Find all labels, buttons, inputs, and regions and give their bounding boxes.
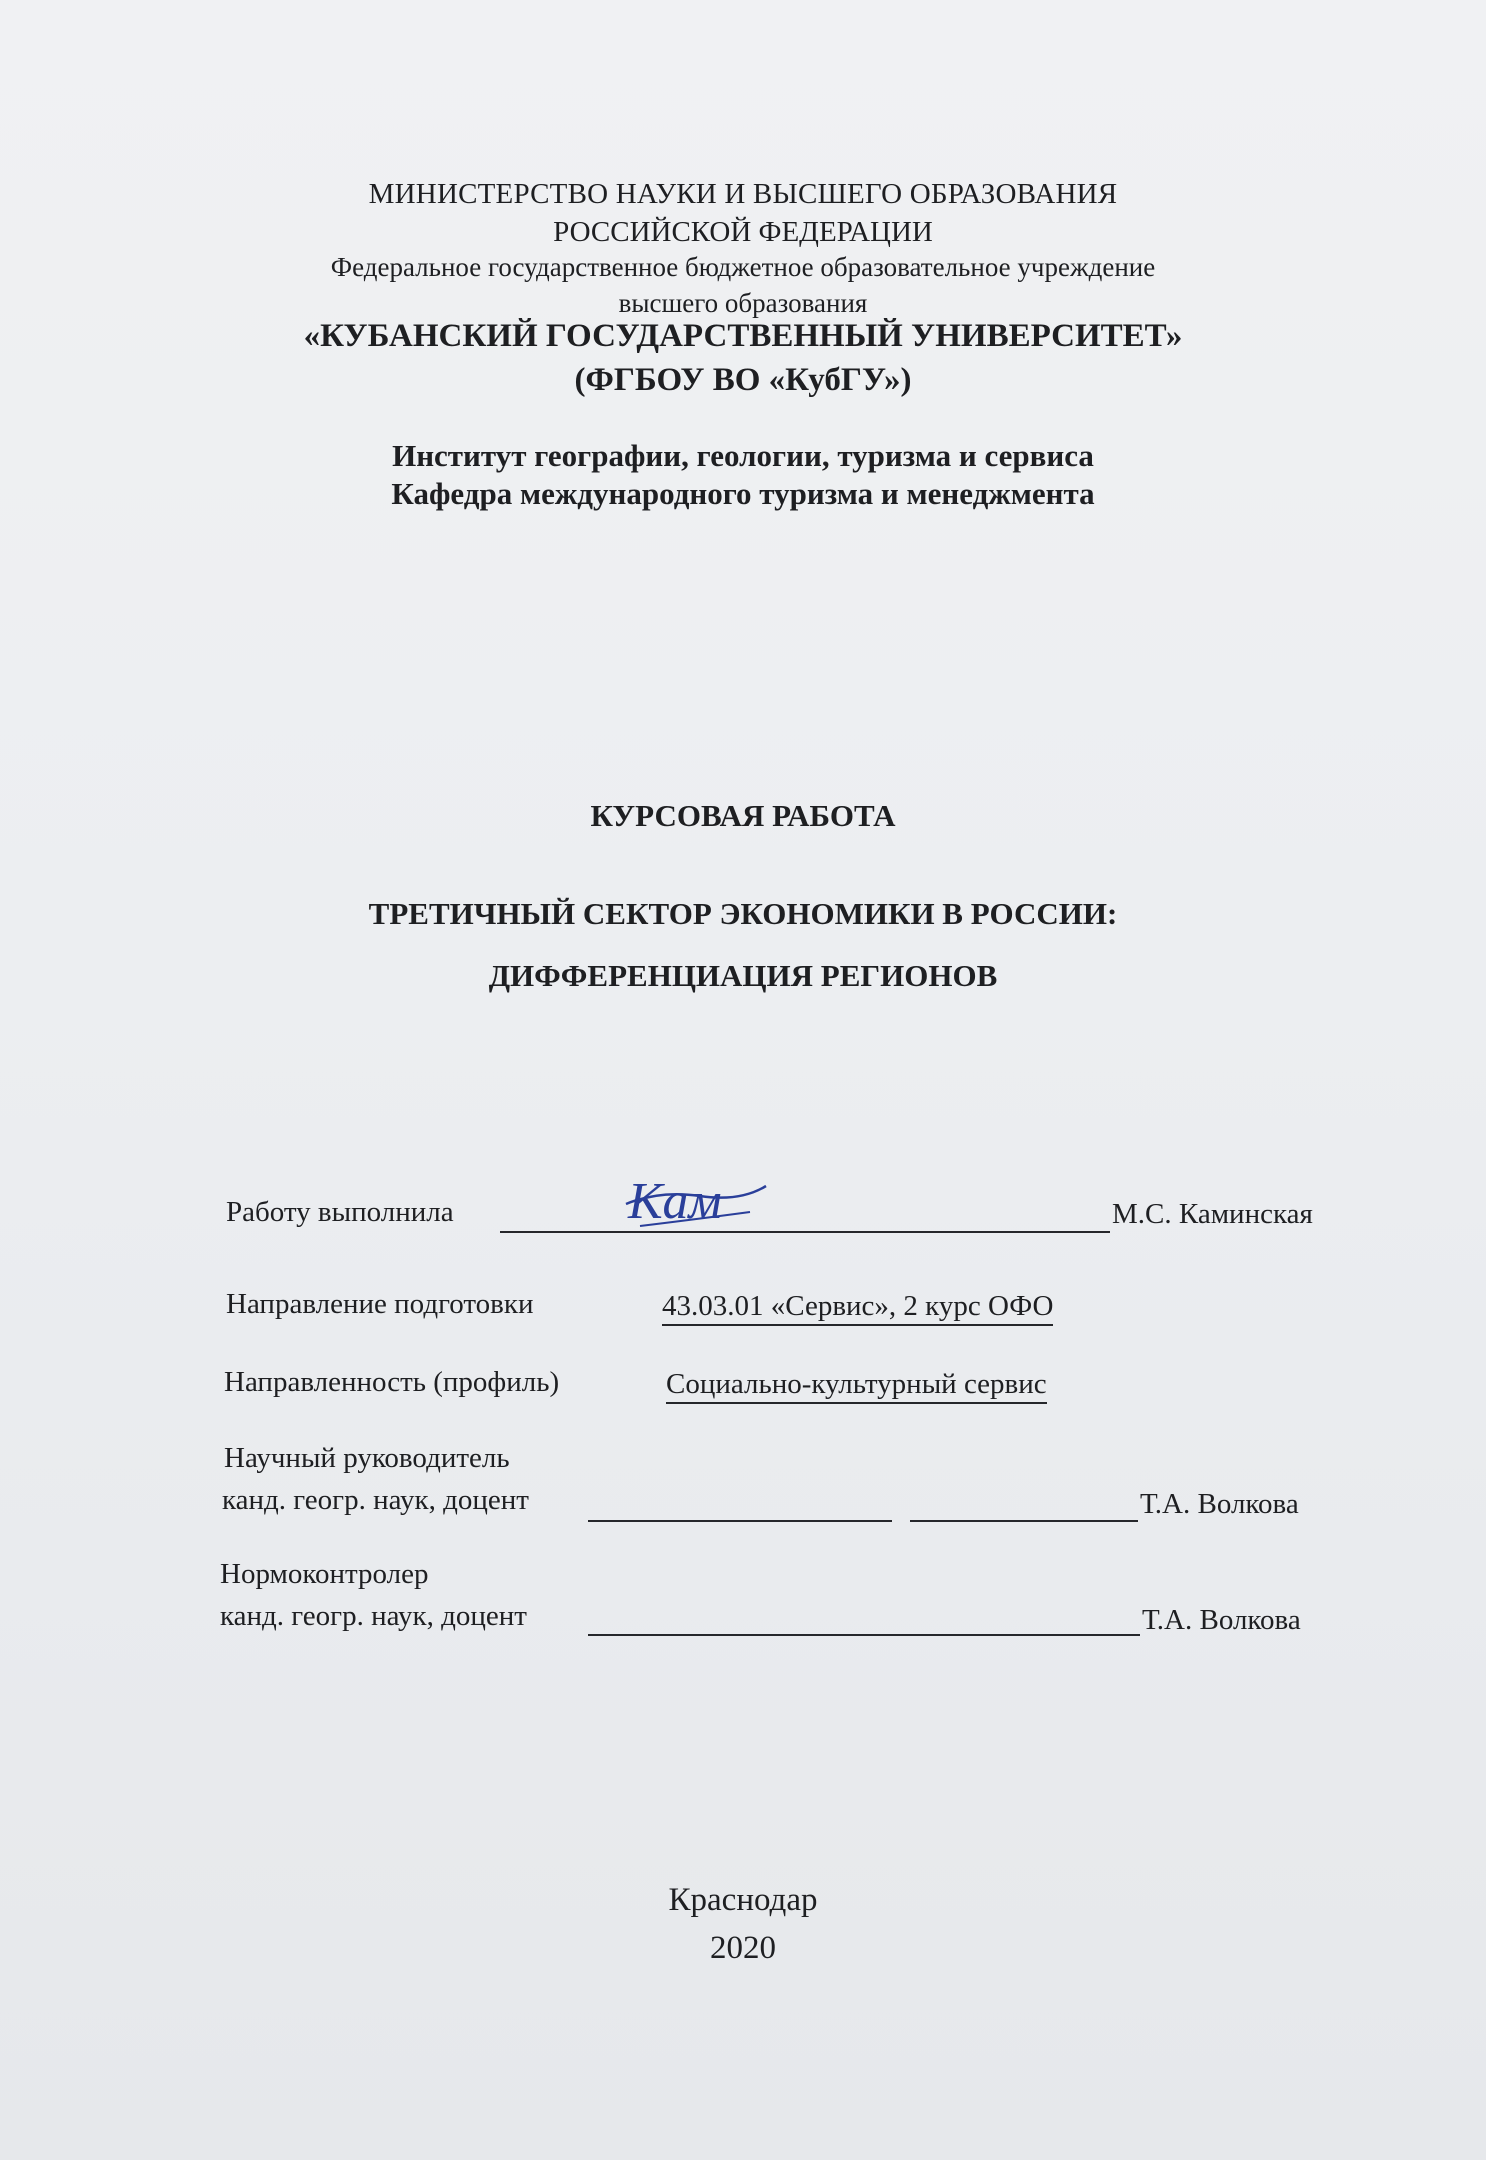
institute-name: Институт географии, геологии, туризма и сервиса <box>392 438 1094 473</box>
author-name: М.С. Каминская <box>1112 1198 1313 1230</box>
author-label: Работу выполнила <box>226 1196 454 1228</box>
supervisor-label: Научный руководитель <box>224 1442 510 1474</box>
topic-line-2: ДИФФЕРЕНЦИАЦИЯ РЕГИОНОВ <box>488 958 998 993</box>
supervisor-signature-line <box>588 1520 892 1522</box>
ministry-line-1: МИНИСТЕРСТВО НАУКИ И ВЫСШЕГО ОБРАЗОВАНИЯ <box>368 178 1118 210</box>
university-abbreviation: (ФГБОУ ВО «КубГУ») <box>574 362 912 398</box>
normcontrol-title: канд. геогр. наук, доцент <box>220 1600 527 1632</box>
author-signature-line <box>500 1231 1110 1233</box>
institution-type-line-2: высшего образования <box>618 288 868 318</box>
author-signature-text: Кам <box>628 1173 722 1230</box>
topic-line-1: ТРЕТИЧНЫЙ СЕКТОР ЭКОНОМИКИ В РОССИИ: <box>368 896 1118 931</box>
department-name: Кафедра международного туризма и менеджмента <box>391 476 1095 511</box>
year: 2020 <box>710 1930 776 1966</box>
institution-type-line-1: Федеральное государственное бюджетное образовательное учреждение <box>330 252 1156 282</box>
direction-value: 43.03.01 «Сервис», 2 курс ОФО <box>662 1290 1053 1326</box>
city: Краснодар <box>668 1882 818 1918</box>
profile-label: Направленность (профиль) <box>224 1366 560 1398</box>
author-signature <box>620 1160 770 1240</box>
direction-label: Направление подготовки <box>226 1288 534 1320</box>
normcontrol-label: Нормоконтролер <box>220 1558 429 1590</box>
university-name: «КУБАНСКИЙ ГОСУДАРСТВЕННЫЙ УНИВЕРСИТЕТ» <box>303 318 1183 354</box>
normcontrol-name: Т.А. Волкова <box>1142 1604 1301 1636</box>
normcontrol-signature-line <box>588 1634 1140 1636</box>
supervisor-name: Т.А. Волкова <box>1140 1488 1299 1520</box>
ministry-line-2: РОССИЙСКОЙ ФЕДЕРАЦИИ <box>553 216 933 248</box>
supervisor-title: канд. геогр. наук, доцент <box>222 1484 529 1516</box>
work-kind: КУРСОВАЯ РАБОТА <box>590 798 896 833</box>
profile-value: Социально-культурный сервис <box>666 1368 1047 1404</box>
supervisor-date-line <box>910 1520 1138 1522</box>
